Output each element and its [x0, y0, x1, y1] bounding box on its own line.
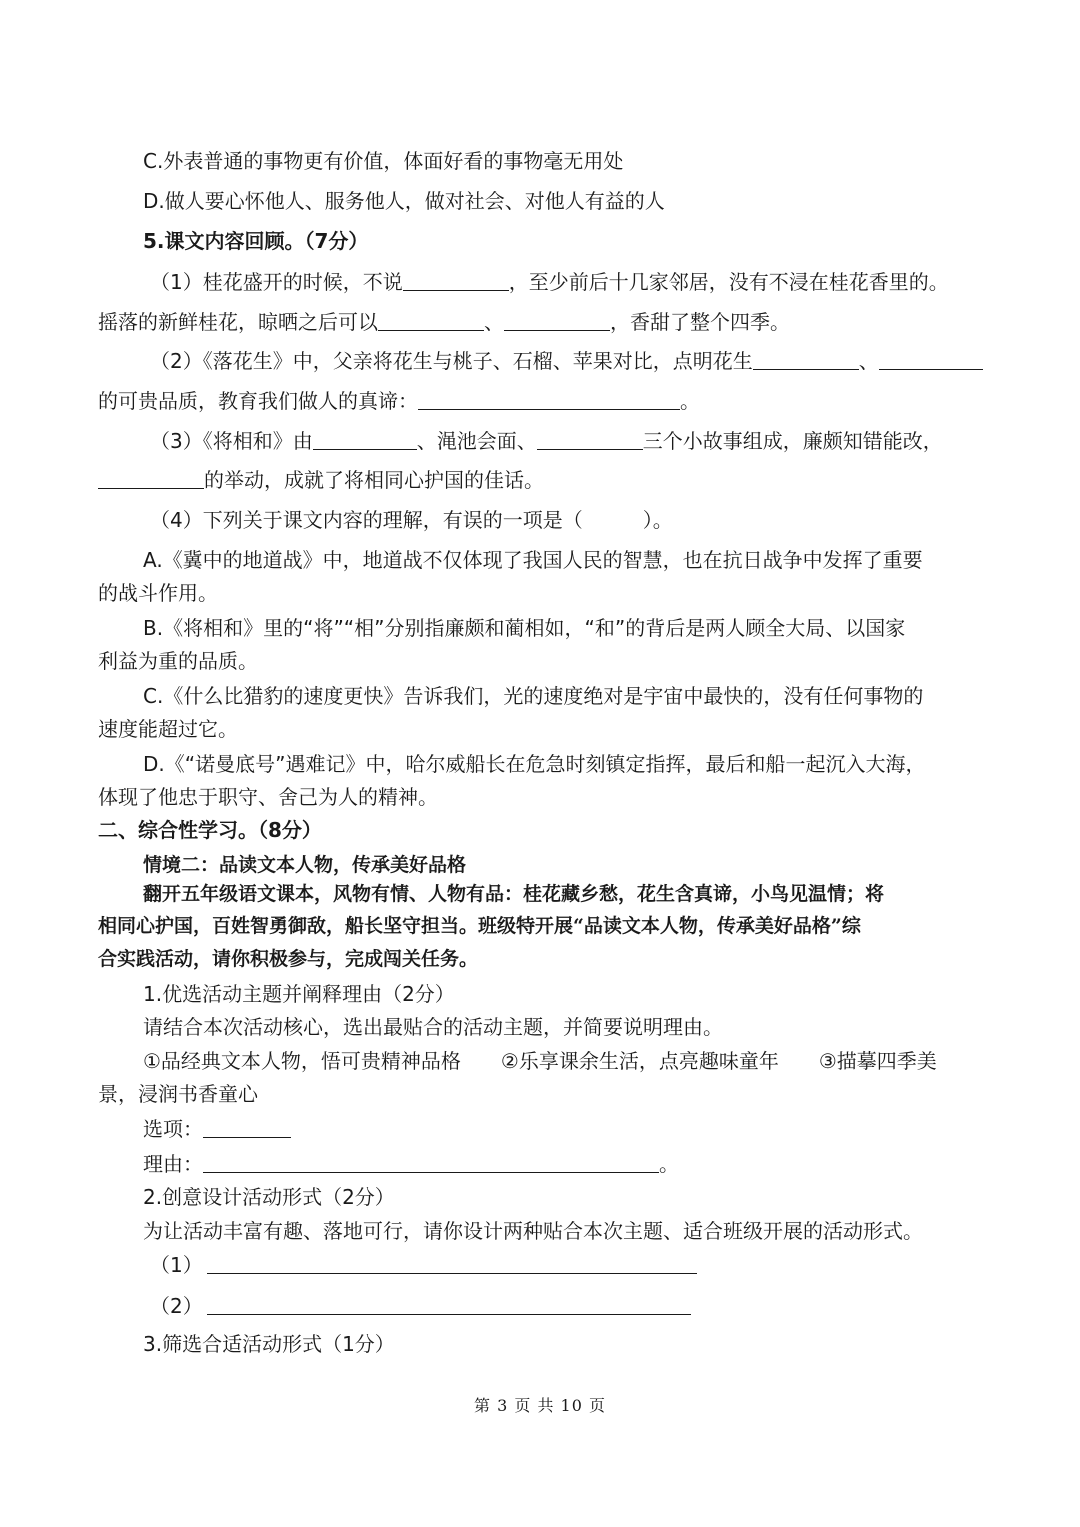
task1-reason-end: 。 [659, 1152, 679, 1176]
q5-p1-text-c: 摇落的新鲜桂花，晾晒之后可以 [98, 310, 378, 334]
q5-p3-blank-2[interactable] [537, 429, 643, 450]
task3-title: 3.筛选合适活动形式（1分） [143, 1332, 395, 1356]
q4-option-d: D.做人要心怀他人、服务他人，做对社会、对他人有益的人 [143, 189, 665, 213]
q5-p2-blank-1[interactable] [753, 349, 859, 370]
q5-p2-text-d: 。 [680, 389, 700, 413]
q5-p2-text-c: 的可贵品质，教育我们做人的真谛： [98, 389, 418, 413]
scenario-intro-line2: 相同心护国，百姓智勇御敌，船长坚守担当。班级特开展“品读文本人物，传承美好品格”综 [98, 915, 861, 937]
q5-p1-line1 [150, 268, 949, 296]
task2-item-2-label: （2） [150, 1294, 203, 1318]
q5-option-d-line1: D.《“诺曼底号”遇难记》中，哈尔威船长在危急时刻镇定指挥，最后和船一起沉入大海， [143, 752, 926, 776]
task1-reason-label: 理由： [143, 1152, 203, 1176]
q5-title: 5.课文内容回顾。（7分） [143, 229, 369, 253]
q5-p1-blank-1[interactable] [403, 270, 509, 291]
scenario-title: 情境二：品读文本人物，传承美好品格 [143, 854, 467, 876]
q5-p1-text-b: ，至少前后十几家邻居，没有不浸在桂花香里的。 [508, 270, 949, 294]
task1-title: 1.优选活动主题并阐释理由（2分） [143, 982, 455, 1006]
q5-p2-text-b: 、 [858, 349, 879, 373]
q5-p3-text-b: 、渑池会面、 [416, 429, 537, 453]
q5-option-a-line2: 的战斗作用。 [98, 581, 218, 605]
task2-item-1 [150, 1251, 697, 1279]
task1-reason-blank[interactable] [203, 1152, 659, 1173]
q5-p3-blank-1[interactable] [313, 429, 417, 450]
q5-option-d-line2: 体现了他忠于职守、舍己为人的精神。 [98, 785, 438, 809]
q5-p1-blank-3[interactable] [504, 310, 610, 331]
q5-option-b-line2: 利益为重的品质。 [98, 649, 258, 673]
task2-item-1-label: （1） [150, 1253, 203, 1277]
q5-p3-text-a: （3）《将相和》由 [150, 429, 313, 453]
q5-option-c-line2: 速度能超过它。 [98, 717, 238, 741]
task1-reason-row [143, 1150, 679, 1178]
q5-p3-blank-3[interactable] [98, 468, 204, 489]
task1-choice-blank[interactable] [203, 1117, 291, 1138]
q5-p1-blank-2[interactable] [378, 310, 484, 331]
scenario-intro-line1: 翻开五年级语文课本，风物有情、人物有品：桂花藏乡愁，花生含真谛，小鸟见温情；将 [143, 883, 885, 905]
q5-p2-blank-3[interactable] [418, 389, 680, 410]
task1-choice-label: 选项： [143, 1117, 203, 1141]
q5-option-c-line1: C.《什么比猎豹的速度更快》告诉我们，光的速度绝对是宇宙中最快的，没有任何事物的 [143, 684, 924, 708]
task2-item-2-blank[interactable] [207, 1294, 691, 1315]
q5-p1-text-e: ，香甜了整个四季。 [610, 310, 790, 334]
q5-p3-text-d: 的举动，成就了将相同心护国的佳话。 [204, 468, 544, 492]
q5-p3-line1 [150, 427, 943, 455]
task1-choice-row [143, 1115, 291, 1143]
q5-p4-stem: （4）下列关于课文内容的理解，有误的一项是（ ）。 [150, 508, 673, 532]
q5-p1-line2 [98, 308, 790, 336]
task2-title: 2.创意设计活动形式（2分） [143, 1185, 395, 1209]
task1-text: 请结合本次活动核心，选出最贴合的活动主题，并简要说明理由。 [143, 1015, 723, 1039]
q4-option-c: C.外表普通的事物更有价值，体面好看的事物毫无用处 [143, 149, 624, 173]
section2-title: 二、综合性学习。（8分） [98, 818, 322, 842]
q5-p3-line2 [98, 466, 544, 494]
task1-options-line1: ①品经典文本人物，悟可贵精神品格 ②乐享课余生活，点亮趣味童年 ③描摹四季美 [143, 1049, 937, 1073]
q5-option-b-line1: B.《将相和》里的“将”“相”分别指廉颇和蔺相如，“和”的背后是两人顾全大局、以国家 [143, 616, 906, 640]
q5-p2-blank-2[interactable] [879, 349, 983, 370]
scenario-intro-line3: 合实践活动，请你积极参与，完成闯关任务。 [98, 948, 479, 970]
task2-item-1-blank[interactable] [207, 1253, 697, 1274]
task2-item-2 [150, 1292, 691, 1320]
q5-p1-text-a: （1）桂花盛开的时候，不说 [150, 270, 403, 294]
task2-text: 为让活动丰富有趣、落地可行，请你设计两种贴合本次主题、适合班级开展的活动形式。 [143, 1219, 923, 1243]
q5-p3-text-c: 三个小故事组成，廉颇知错能改， [642, 429, 943, 453]
page-number: 第 3 页 共 10 页 [474, 1396, 606, 1415]
q5-option-a-line1: A.《冀中的地道战》中，地道战不仅体现了我国人民的智慧，也在抗日战争中发挥了重要 [143, 548, 923, 572]
q5-p2-text-a: （2）《落花生》中，父亲将花生与桃子、石榴、苹果对比，点明花生 [150, 349, 753, 373]
q5-p2-line1 [150, 347, 983, 375]
q5-p2-line2 [98, 387, 700, 415]
q5-p1-text-d: 、 [484, 310, 504, 334]
task1-options-line2: 景，浸润书香童心 [98, 1082, 258, 1106]
